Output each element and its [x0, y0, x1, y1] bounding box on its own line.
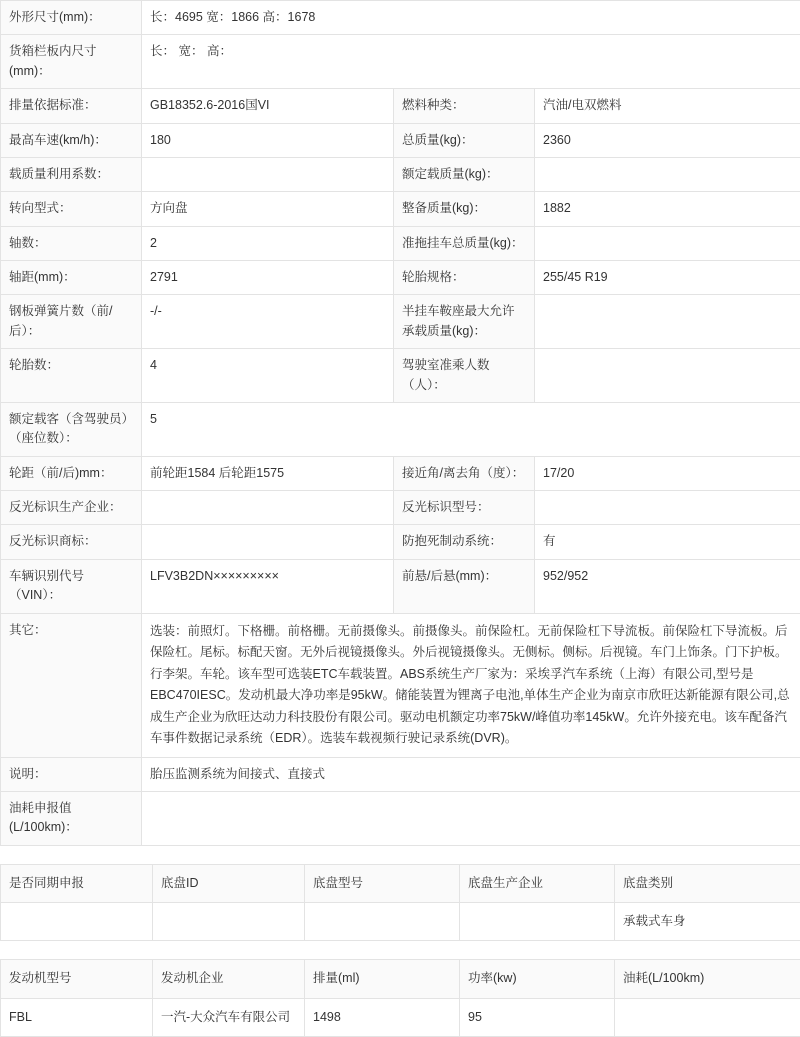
table-row [1, 157, 800, 191]
spec-value: 前轮距1584 后轮距1575 [142, 456, 394, 490]
chassis-cell [153, 903, 305, 941]
table-row-fuel [1, 791, 800, 845]
engine-header-cell: 功率(kw) [460, 960, 615, 998]
table-row [1, 456, 800, 490]
other-label: 其它： [1, 613, 142, 757]
spec-label: 整备质量(kg)： [394, 192, 535, 226]
table-row [1, 525, 800, 559]
chassis-cell [1, 903, 153, 941]
spec-value: 2 [142, 226, 394, 260]
chassis-table [0, 864, 800, 942]
table-row [1, 1, 800, 35]
spec-value [535, 349, 800, 403]
spec-value: 汽油/电双燃料 [535, 89, 800, 123]
section-gap [0, 846, 800, 864]
spec-value [535, 491, 800, 525]
chassis-header-cell: 底盘生产企业 [460, 864, 615, 902]
engine-cell: 95 [460, 998, 615, 1036]
spec-label: 总质量(kg)： [394, 123, 535, 157]
chassis-header-cell: 底盘ID [153, 864, 305, 902]
spec-label: 反光标识商标： [1, 525, 142, 559]
spec-value [142, 157, 394, 191]
spec-label: 排量依据标准： [1, 89, 142, 123]
spec-label: 轴距(mm)： [1, 261, 142, 295]
spec-value: LFV3B2DN××××××××× [142, 559, 394, 613]
spec-value: 2360 [535, 123, 800, 157]
chassis-header-cell: 底盘类别 [615, 864, 800, 902]
spec-label: 接近角/离去角（度）： [394, 456, 535, 490]
spec-label: 半挂车鞍座最大允许承载质量(kg)： [394, 295, 535, 349]
fuel-label: 油耗申报值(L/100km)： [1, 791, 142, 845]
spec-value: 180 [142, 123, 394, 157]
engine-header-cell: 发动机型号 [1, 960, 153, 998]
engine-cell: FBL [1, 998, 153, 1036]
note-value: 胎压监测系统为间接式、直接式 [142, 757, 800, 791]
spec-label: 轮胎规格： [394, 261, 535, 295]
spec-label: 车辆识别代号（VIN）： [1, 559, 142, 613]
table-row [1, 998, 800, 1036]
spec-label: 最高车速(km/h)： [1, 123, 142, 157]
spec-label: 轮胎数： [1, 349, 142, 403]
chassis-header-row [1, 864, 800, 902]
note-label: 说明： [1, 757, 142, 791]
spec-label: 轴数： [1, 226, 142, 260]
spec-value: 17/20 [535, 456, 800, 490]
spec-label: 前悬/后悬(mm)： [394, 559, 535, 613]
fuel-value [142, 791, 800, 845]
spec-label: 额定载客（含驾驶员）（座位数）： [1, 402, 142, 456]
spec-label: 反光标识生产企业： [1, 491, 142, 525]
spec-value: 有 [535, 525, 800, 559]
spec-value: 1882 [535, 192, 800, 226]
engine-header-cell: 油耗(L/100km) [615, 960, 800, 998]
table-row [1, 402, 800, 456]
spec-value: 5 [142, 402, 800, 456]
engine-header-cell: 排量(ml) [305, 960, 460, 998]
chassis-cell [460, 903, 615, 941]
table-row-note [1, 757, 800, 791]
spec-label: 反光标识型号： [394, 491, 535, 525]
spec-value: 2791 [142, 261, 394, 295]
table-row [1, 491, 800, 525]
spec-label: 钢板弹簧片数（前/后）： [1, 295, 142, 349]
engine-cell: 一汽-大众汽车有限公司 [153, 998, 305, 1036]
chassis-cell [305, 903, 460, 941]
spec-value: -/- [142, 295, 394, 349]
section-gap [0, 941, 800, 959]
table-row [1, 295, 800, 349]
engine-cell: 1498 [305, 998, 460, 1036]
table-row-other [1, 613, 800, 757]
table-row [1, 35, 800, 89]
spec-label: 额定载质量(kg)： [394, 157, 535, 191]
spec-label: 转向型式： [1, 192, 142, 226]
spec-value: GB18352.6-2016国VI [142, 89, 394, 123]
table-row [1, 559, 800, 613]
spec-value: 长： 宽： 高： [142, 35, 800, 89]
engine-cell [615, 998, 800, 1036]
table-row [1, 226, 800, 260]
table-row [1, 192, 800, 226]
spec-value: 长：4695 宽：1866 高：1678 [142, 1, 800, 35]
spec-label: 防抱死制动系统： [394, 525, 535, 559]
chassis-header-cell: 是否同期申报 [1, 864, 153, 902]
table-row [1, 89, 800, 123]
chassis-cell: 承载式车身 [615, 903, 800, 941]
engine-table [0, 959, 800, 1037]
spec-value [535, 226, 800, 260]
spec-label: 外形尺寸(mm)： [1, 1, 142, 35]
spec-value [142, 525, 394, 559]
spec-value: 4 [142, 349, 394, 403]
spec-label: 载质量利用系数： [1, 157, 142, 191]
table-row [1, 123, 800, 157]
other-value: 选装：前照灯。下格栅。前格栅。无前摄像头。前摄像头。前保险杠。无前保险杠下导流板。前保险杠下导流板。后保险杠。尾标。标配天窗。无外后视镜摄像头。外后视镜摄像头。无侧标。侧标。后视镜。车门上饰条。门下护板。行李架。车轮。该车型可选装ETC车载装置。ABS系统生产厂家为：采埃孚汽车系统（上海）有限公司,型号是EBC470IESC。发动机最大净功率是95kW。储能装置为锂离子电池,单体生产企业为南京市欣旺达新能源有限公司,总成生产企业为欣旺达动力科技股份有限公司。驱动电机额定功率75kW/峰值功率145kW。允许外接充电。该车配备汽车事件数据记录系统（EDR）。选装车载视频行驶记录系统(DVR)。 [142, 613, 800, 757]
spec-label: 轮距（前/后)mm： [1, 456, 142, 490]
table-row [1, 349, 800, 403]
table-row [1, 903, 800, 941]
spec-value [142, 491, 394, 525]
engine-header-row [1, 960, 800, 998]
engine-header-cell: 发动机企业 [153, 960, 305, 998]
spec-value [535, 295, 800, 349]
spec-value: 方向盘 [142, 192, 394, 226]
spec-label: 驾驶室准乘人数（人）： [394, 349, 535, 403]
spec-value [535, 157, 800, 191]
spec-value: 952/952 [535, 559, 800, 613]
chassis-header-cell: 底盘型号 [305, 864, 460, 902]
spec-label: 货箱栏板内尺寸(mm)： [1, 35, 142, 89]
spec-value: 255/45 R19 [535, 261, 800, 295]
spec-label: 准拖挂车总质量(kg)： [394, 226, 535, 260]
spec-label: 燃料种类： [394, 89, 535, 123]
table-row [1, 261, 800, 295]
